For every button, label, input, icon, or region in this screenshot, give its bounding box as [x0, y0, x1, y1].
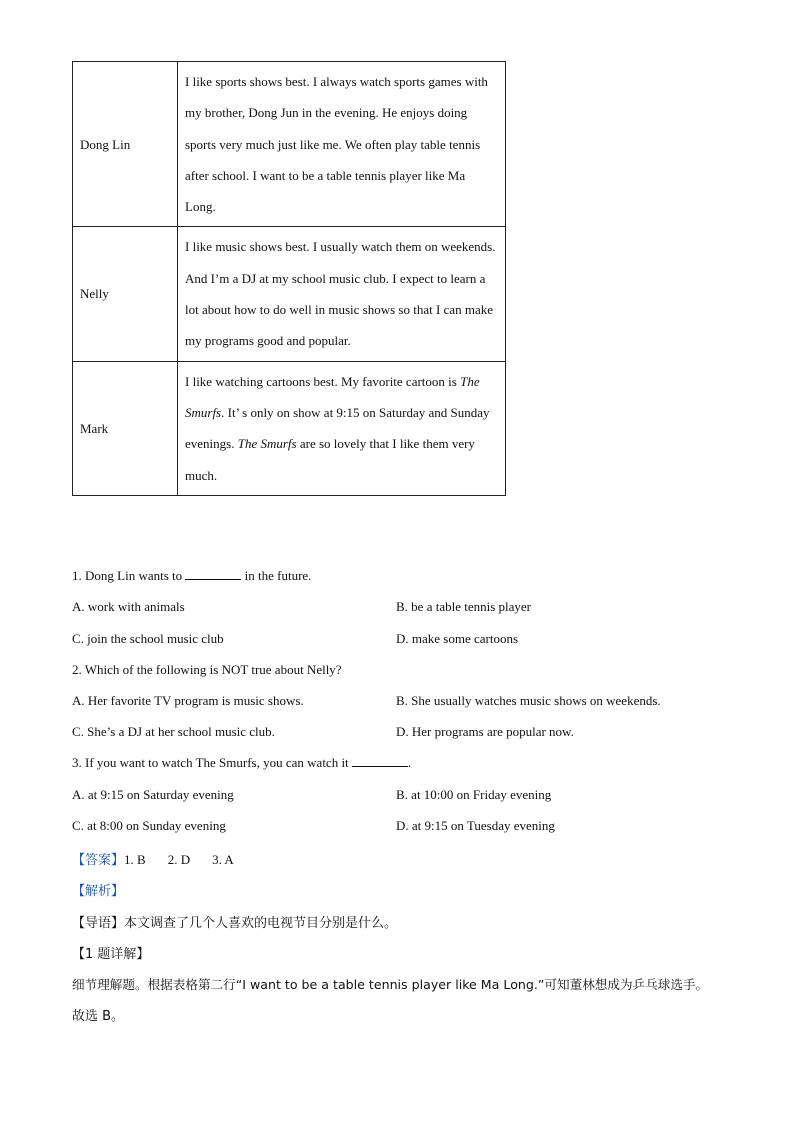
question-2-option-a: A. Her favorite TV program is music shows. [72, 693, 304, 708]
intro-text: 本文调查了几个人喜欢的电视节目分别是什么。 [124, 916, 398, 931]
description-cell [178, 62, 506, 227]
survey-table [72, 61, 506, 496]
intro-line [72, 912, 397, 931]
question-1-option-a: A. work with animals [72, 599, 185, 614]
question-3-stem: 3. If you want to watch The Smurfs, you can watch it . [72, 755, 412, 770]
answer-label: 【答案】 [72, 853, 125, 868]
answer-item: 2. D [167, 852, 191, 867]
description-text: are so lovely that I like them very much. [185, 436, 475, 483]
question-2-option-c: C. She’s a DJ at her school music club. [72, 724, 275, 739]
question-3-option-c: C. at 8:00 on Sunday evening [72, 818, 226, 833]
description-text: I like watching cartoons best. My favorite cartoon is [185, 373, 461, 389]
person-name-cell: Dong Lin [73, 62, 178, 227]
q1-detail-text: 细节理解题。根据表格第二行“I want to be a table tennis player like Ma Long.”可知董林想成为乒乓球选手。 [72, 977, 709, 992]
table-row [73, 361, 506, 495]
person-name-cell: Nelly [73, 227, 178, 361]
description-text: . It’ s only on show at 9:15 on Saturday and Sunday evenings. [185, 404, 490, 452]
person-name-cell: Mark [73, 361, 178, 495]
table-row [73, 227, 506, 361]
question-3-option-d: D. at 9:15 on Tuesday evening [396, 818, 555, 833]
answer-item: 3. A [212, 852, 234, 867]
intro-label: 【导语】 [72, 916, 125, 931]
answer-line [72, 849, 234, 868]
question-1-stem: 1. Dong Lin wants to in the future. [72, 568, 312, 583]
question-1-option-b: B. be a table tennis player [396, 599, 532, 614]
q1-detail-label: 【1 题详解】 [72, 947, 150, 962]
question-2-option-b: B. She usually watches music shows on weekends. [396, 693, 661, 708]
answer-blank [352, 755, 408, 767]
question-2-option-d: D. Her programs are popular now. [396, 724, 574, 739]
table-row [73, 62, 506, 227]
question-1-option-c: C. join the school music club [72, 631, 224, 646]
answer-blank [185, 568, 241, 580]
description-text: I like sports shows best. I always watch sports games with my brother, Dong Jun in the evening. He enjoys doing sports very much just like me. We often play table tennis after school. I want to be a table tennis player like Ma Long. [185, 74, 488, 215]
description-cell [178, 361, 506, 495]
cartoon-title: The Smurfs [185, 373, 480, 420]
question-1-option-d: D. make some cartoons [396, 631, 519, 646]
description-cell [178, 227, 506, 361]
cartoon-title: The Smurfs [237, 436, 297, 452]
question-2-stem: 2. Which of the following is NOT true about Nelly? [72, 662, 342, 677]
answer-item: 1. B [124, 852, 146, 867]
description-text: I like music shows best. I usually watch them on weekends. And I’m a DJ at my school music club. I expect to learn a lot about how to do well in music shows so that I can make my programs good and popular. [185, 239, 496, 349]
analysis-label: 【解析】 [72, 884, 125, 899]
q1-conclusion: 故选 B。 [72, 1009, 125, 1024]
question-3-option-b: B. at 10:00 on Friday evening [396, 787, 552, 802]
question-3-option-a: A. at 9:15 on Saturday evening [72, 787, 234, 802]
